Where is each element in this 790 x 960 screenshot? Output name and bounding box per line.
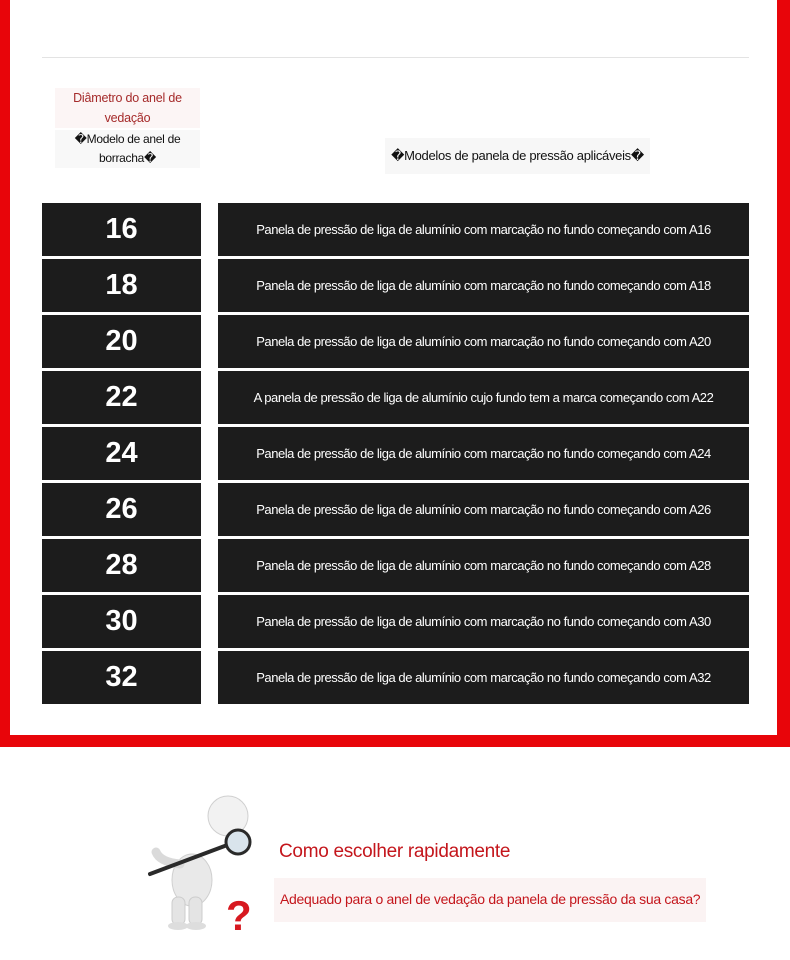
compatible-cooker-cell: Panela de pressão de liga de alumínio com marcação no fundo começando com A32: [218, 651, 749, 704]
compatible-cooker-cell: Panela de pressão de liga de alumínio com marcação no fundo começando com A26: [218, 483, 749, 536]
compatible-cooker-cell: Panela de pressão de liga de alumínio com marcação no fundo começando com A30: [218, 595, 749, 648]
header-ring-model-label: �Modelo de anel de borracha�: [55, 130, 200, 168]
compatible-cooker-cell: Panela de pressão de liga de alumínio com marcação no fundo começando com A28: [218, 539, 749, 592]
table-row: [42, 539, 749, 592]
header-applicable-models: �Modelos de panela de pressão aplicáveis�: [385, 138, 650, 174]
ring-size-cell: 26: [42, 483, 201, 536]
compatible-cooker-cell: Panela de pressão de liga de alumínio com marcação no fundo começando com A24: [218, 427, 749, 480]
ring-size-cell: 18: [42, 259, 201, 312]
compatible-cooker-cell: Panela de pressão de liga de alumínio com marcação no fundo começando com A16: [218, 203, 749, 256]
divider: [42, 57, 749, 58]
ring-size-cell: 22: [42, 371, 201, 424]
header-seal-diameter: [55, 88, 200, 168]
ring-size-cell: 24: [42, 427, 201, 480]
table-row: [42, 651, 749, 704]
table-row: [42, 203, 749, 256]
ring-size-cell: 16: [42, 203, 201, 256]
ring-size-cell: 30: [42, 595, 201, 648]
table-row: [42, 315, 749, 368]
compatible-cooker-cell: Panela de pressão de liga de alumínio com marcação no fundo começando com A18: [218, 259, 749, 312]
compatible-cooker-cell: A panela de pressão de liga de alumínio cujo fundo tem a marca começando com A22: [218, 371, 749, 424]
ring-size-cell: 32: [42, 651, 201, 704]
compatible-cooker-cell: Panela de pressão de liga de alumínio com marcação no fundo começando com A20: [218, 315, 749, 368]
svg-text:?: ?: [226, 892, 252, 934]
magnifier-figure-question-icon: [140, 792, 260, 934]
ring-size-cell: 20: [42, 315, 201, 368]
ring-size-cell: 28: [42, 539, 201, 592]
table-row: [42, 483, 749, 536]
promo-subtitle: Adequado para o anel de vedação da panela de pressão da sua casa?: [280, 891, 701, 907]
header-seal-diameter-label: Diâmetro do anel de vedação: [55, 88, 200, 128]
table-row: [42, 427, 749, 480]
table-row: [42, 595, 749, 648]
table-row: [42, 259, 749, 312]
table-row: [42, 371, 749, 424]
promo-title: Como escolher rapidamente: [279, 841, 511, 862]
